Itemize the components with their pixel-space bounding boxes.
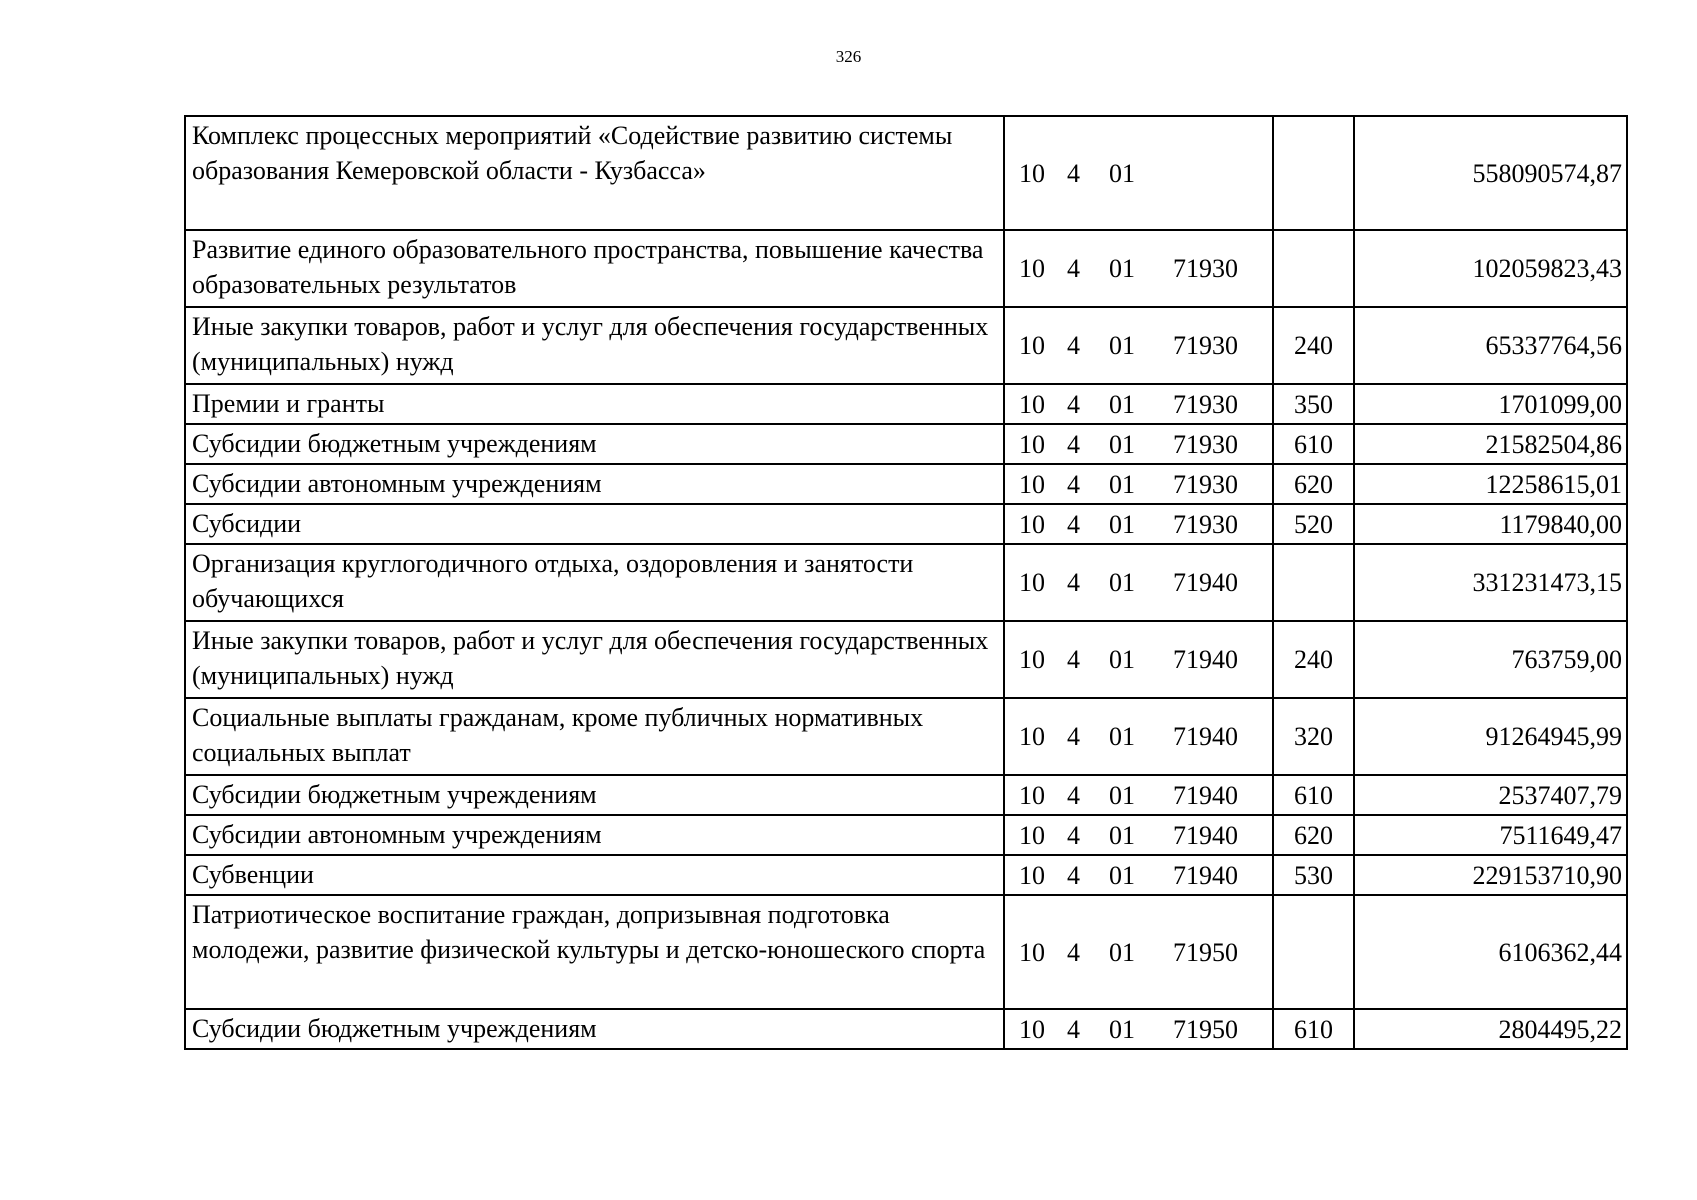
row-expense-type-cell: 520: [1273, 504, 1354, 544]
code-part-c4: 71930: [1173, 331, 1238, 360]
row-code-cell: [1004, 815, 1273, 855]
code-part-c4: 71940: [1173, 568, 1238, 597]
code-part-c3: 01: [1109, 509, 1135, 539]
row-code-cell: [1004, 775, 1273, 815]
code-part-c2: 4: [1067, 158, 1080, 188]
row-expense-type-cell: [1273, 116, 1354, 230]
code-part-c3: 01: [1109, 254, 1135, 283]
code-part-c3: 01: [1109, 820, 1135, 850]
code-part-c4: 71930: [1173, 389, 1238, 419]
row-amount-cell: 763759,00: [1354, 621, 1627, 698]
code-part-c4: 71950: [1173, 1014, 1238, 1044]
row-amount-cell: 2804495,22: [1354, 1009, 1627, 1049]
row-code-cell: [1004, 504, 1273, 544]
row-expense-type-cell: 610: [1273, 1009, 1354, 1049]
row-code-cell: [1004, 621, 1273, 698]
code-part-c2: 4: [1067, 469, 1080, 499]
code-parts: [1005, 251, 1272, 286]
row-expense-type-cell: 350: [1273, 384, 1354, 424]
code-part-c3: 01: [1109, 158, 1135, 188]
code-part-c4: 71940: [1173, 722, 1238, 751]
row-amount-cell: 21582504,86: [1354, 424, 1627, 464]
table-row: [185, 424, 1627, 464]
table-row: [185, 855, 1627, 895]
code-parts: [1005, 565, 1272, 600]
row-amount-cell: 65337764,56: [1354, 307, 1627, 384]
row-amount-cell: 558090574,87: [1354, 116, 1627, 230]
code-part-c1: 10: [1019, 780, 1045, 810]
row-expense-type-cell: [1273, 544, 1354, 621]
code-part-c1: 10: [1019, 331, 1045, 360]
row-code-cell: [1004, 230, 1273, 307]
code-part-c2: 4: [1067, 509, 1080, 539]
table-row: [185, 775, 1627, 815]
code-part-c3: 01: [1109, 722, 1135, 751]
code-parts: [1005, 935, 1272, 970]
table-row: [185, 464, 1627, 504]
code-part-c2: 4: [1067, 429, 1080, 459]
code-part-c4: 71950: [1173, 937, 1238, 967]
code-part-c2: 4: [1067, 389, 1080, 419]
code-parts: [1005, 328, 1272, 363]
code-part-c3: 01: [1109, 389, 1135, 419]
code-part-c3: 01: [1109, 860, 1135, 890]
row-name-cell: Развитие единого образовательного пространства, повышение качества образовательных результатов: [185, 230, 1004, 307]
code-part-c3: 01: [1109, 645, 1135, 674]
code-parts: [1005, 719, 1272, 754]
code-parts: [1005, 858, 1272, 893]
table-row: [185, 621, 1627, 698]
row-expense-type-cell: 620: [1273, 815, 1354, 855]
code-part-c4: 71940: [1173, 645, 1238, 674]
row-expense-type-cell: 610: [1273, 775, 1354, 815]
code-part-c2: 4: [1067, 860, 1080, 890]
code-part-c1: 10: [1019, 469, 1045, 499]
code-part-c1: 10: [1019, 645, 1045, 674]
row-name-cell: Субсидии бюджетным учреждениям: [185, 775, 1004, 815]
code-part-c2: 4: [1067, 820, 1080, 850]
row-code-cell: [1004, 384, 1273, 424]
row-expense-type-cell: 240: [1273, 621, 1354, 698]
code-part-c1: 10: [1019, 429, 1045, 459]
code-part-c3: 01: [1109, 469, 1135, 499]
code-part-c1: 10: [1019, 820, 1045, 850]
row-expense-type-cell: 610: [1273, 424, 1354, 464]
row-name-cell: Иные закупки товаров, работ и услуг для обеспечения государственных (муниципальных) нужд: [185, 307, 1004, 384]
row-expense-type-cell: 530: [1273, 855, 1354, 895]
table-row: [185, 384, 1627, 424]
table-row: [185, 1009, 1627, 1049]
code-part-c3: 01: [1109, 568, 1135, 597]
table-row: [185, 815, 1627, 855]
table-row: [185, 895, 1627, 1009]
row-name-cell: Субсидии автономным учреждениям: [185, 815, 1004, 855]
code-part-c4: 71940: [1173, 820, 1238, 850]
code-part-c2: 4: [1067, 1014, 1080, 1044]
row-amount-cell: 229153710,90: [1354, 855, 1627, 895]
row-expense-type-cell: 620: [1273, 464, 1354, 504]
code-part-c1: 10: [1019, 937, 1045, 967]
row-code-cell: [1004, 307, 1273, 384]
code-parts: [1005, 642, 1272, 677]
row-name-cell: Патриотическое воспитание граждан, допризывная подготовка молодежи, развитие физической культуры и детско-юношеского спорта: [185, 895, 1004, 1009]
row-name-cell: Социальные выплаты гражданам, кроме публичных нормативных социальных выплат: [185, 698, 1004, 775]
row-code-cell: [1004, 544, 1273, 621]
table-row: [185, 544, 1627, 621]
code-parts: [1005, 507, 1272, 542]
row-name-cell: Субсидии бюджетным учреждениям: [185, 424, 1004, 464]
code-part-c1: 10: [1019, 1014, 1045, 1044]
code-part-c2: 4: [1067, 568, 1080, 597]
code-part-c1: 10: [1019, 722, 1045, 751]
table-row: [185, 307, 1627, 384]
code-parts: [1005, 818, 1272, 853]
row-amount-cell: 102059823,43: [1354, 230, 1627, 307]
code-part-c3: 01: [1109, 1014, 1135, 1044]
code-part-c1: 10: [1019, 254, 1045, 283]
code-parts: [1005, 387, 1272, 422]
code-part-c4: 71930: [1173, 429, 1238, 459]
code-part-c3: 01: [1109, 937, 1135, 967]
row-amount-cell: 331231473,15: [1354, 544, 1627, 621]
code-part-c1: 10: [1019, 860, 1045, 890]
code-part-c2: 4: [1067, 722, 1080, 751]
code-parts: [1005, 1012, 1272, 1047]
row-code-cell: [1004, 1009, 1273, 1049]
code-part-c2: 4: [1067, 780, 1080, 810]
code-part-c4: 71930: [1173, 509, 1238, 539]
budget-table: [184, 115, 1628, 1050]
row-code-cell: [1004, 698, 1273, 775]
code-part-c1: 10: [1019, 509, 1045, 539]
code-parts: [1005, 778, 1272, 813]
row-code-cell: [1004, 895, 1273, 1009]
row-name-cell: Субсидии: [185, 504, 1004, 544]
row-name-cell: Премии и гранты: [185, 384, 1004, 424]
code-part-c2: 4: [1067, 937, 1080, 967]
code-part-c4: 71940: [1173, 860, 1238, 890]
row-name-cell: Иные закупки товаров, работ и услуг для обеспечения государственных (муниципальных) нужд: [185, 621, 1004, 698]
table-row: [185, 230, 1627, 307]
page-number: 326: [835, 47, 862, 66]
code-part-c3: 01: [1109, 429, 1135, 459]
code-parts: [1005, 467, 1272, 502]
row-code-cell: [1004, 855, 1273, 895]
row-name-cell: Организация круглогодичного отдыха, оздоровления и занятости обучающихся: [185, 544, 1004, 621]
row-amount-cell: 7511649,47: [1354, 815, 1627, 855]
code-parts: [1005, 427, 1272, 462]
code-part-c2: 4: [1067, 331, 1080, 360]
code-part-c1: 10: [1019, 158, 1045, 188]
row-amount-cell: 2537407,79: [1354, 775, 1627, 815]
table-row: [185, 504, 1627, 544]
row-name-cell: Субвенции: [185, 855, 1004, 895]
table-row: [185, 116, 1627, 230]
code-part-c1: 10: [1019, 389, 1045, 419]
code-part-c3: 01: [1109, 780, 1135, 810]
code-part-c4: 71940: [1173, 780, 1238, 810]
code-part-c2: 4: [1067, 645, 1080, 674]
code-parts: [1005, 156, 1272, 191]
row-code-cell: [1004, 464, 1273, 504]
table-row: [185, 698, 1627, 775]
code-part-c4: 71930: [1173, 254, 1238, 283]
row-amount-cell: 6106362,44: [1354, 895, 1627, 1009]
code-part-c2: 4: [1067, 254, 1080, 283]
row-expense-type-cell: [1273, 230, 1354, 307]
code-part-c1: 10: [1019, 568, 1045, 597]
row-amount-cell: 1179840,00: [1354, 504, 1627, 544]
row-name-cell: Субсидии автономным учреждениям: [185, 464, 1004, 504]
row-name-cell: Субсидии бюджетным учреждениям: [185, 1009, 1004, 1049]
row-code-cell: [1004, 424, 1273, 464]
row-code-cell: [1004, 116, 1273, 230]
row-expense-type-cell: [1273, 895, 1354, 1009]
row-amount-cell: 1701099,00: [1354, 384, 1627, 424]
row-name-cell: Комплекс процессных мероприятий «Содействие развитию системы образования Кемеровской области - Кузбасса»: [185, 116, 1004, 230]
code-part-c3: 01: [1109, 331, 1135, 360]
budget-table-body: [185, 116, 1627, 1049]
row-expense-type-cell: 320: [1273, 698, 1354, 775]
row-amount-cell: 12258615,01: [1354, 464, 1627, 504]
row-expense-type-cell: 240: [1273, 307, 1354, 384]
row-amount-cell: 91264945,99: [1354, 698, 1627, 775]
code-part-c4: 71930: [1173, 469, 1238, 499]
